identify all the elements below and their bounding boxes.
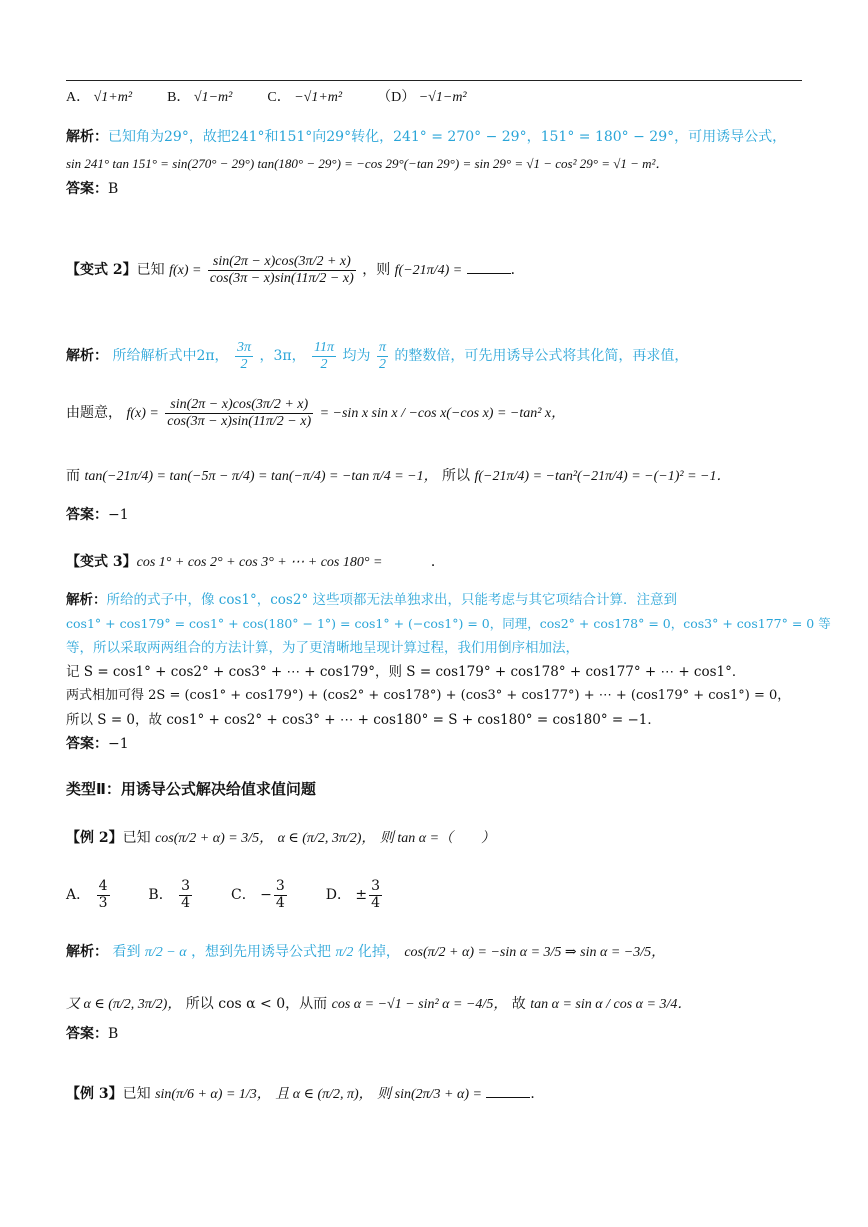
question-end: ． <box>510 262 525 278</box>
example-2-options: A． $\frac{4}{3}$ B． $\frac{3}{4}$ C． − $\frac{3}{4}$ D． ± $\frac{3}{4}$ <box>66 878 381 911</box>
solution-text: cos1° + cos179° = cos1° + cos(180° − 1°) = cos1° + (−cos1°) = 0，同理，cos2° + cos178° = 0，cos3° + cos177° = 0 等 <box>66 616 831 631</box>
question-then: ，则 <box>362 262 391 278</box>
function-lhs: f(x) = <box>126 406 159 421</box>
fraction-denominator: 4 <box>371 894 381 911</box>
fraction-denominator: 2 <box>240 356 248 372</box>
solution-text: 化掉， <box>357 944 400 960</box>
option-a-value: √1+m² <box>93 90 133 105</box>
answer-1 <box>66 179 118 199</box>
tan-value: tan α = sin α / cos α = 3/4． <box>530 997 692 1012</box>
option-b-value: √1−m² <box>193 90 233 105</box>
option-c-label: C． <box>267 90 291 105</box>
fraction-denominator: 4 <box>275 894 285 911</box>
induction-formula: cos(π/2 + α) = −sin α = 3/5 ⇒ sin α = −3/5， <box>404 945 666 960</box>
solution-text: 故 <box>511 996 526 1012</box>
condition-2: α ∈ (π/2, 3π/2)， <box>277 831 376 846</box>
answer-blank <box>486 1097 530 1098</box>
fraction-numerator: 4 <box>98 878 108 895</box>
option-c-value: −√1+m² <box>294 90 343 105</box>
option-a-label: A． <box>66 90 91 105</box>
condition-1: cos(π/2 + α) = 3/5， <box>155 831 274 846</box>
section-title: 类型Ⅱ：用诱导公式解决给值求值问题 <box>66 780 316 798</box>
section-heading <box>66 779 316 799</box>
option-b-fraction <box>179 879 192 911</box>
variant-3-question <box>66 552 445 573</box>
solution-text: 看到 <box>112 944 141 960</box>
fraction-denominator: cos(3π − x)sin(11π/2 − x) <box>167 413 312 429</box>
question-end: ． <box>530 1086 545 1102</box>
solution-2-line-3 <box>66 466 730 487</box>
answer-4 <box>66 1024 118 1044</box>
fraction-numerator: sin(2π − x)cos(3π/2 + x) <box>165 397 313 413</box>
solution-2-line-1 <box>66 336 688 378</box>
answer-blank <box>467 273 511 274</box>
fraction-denominator: 3 <box>98 894 108 911</box>
question-prefix: 已知 <box>136 262 165 278</box>
pi-half-minus-alpha: π/2 − α <box>144 945 187 960</box>
fraction-denominator: 2 <box>320 356 328 372</box>
answer-label: 答案： <box>66 181 108 197</box>
solution-3-line-6 <box>66 710 661 730</box>
solution-formula: sin 241° tan 151° = sin(270° − 29°) tan(180° − 29°) = −cos 29°(−tan 29°) = sin 29° = √1 − cos² 29° = √1 − m²． <box>66 156 669 171</box>
fraction-numerator: 3 <box>275 878 285 895</box>
answer-value: B <box>108 1026 119 1042</box>
fraction-numerator: π <box>378 340 386 356</box>
option-c-label: C． <box>230 887 256 903</box>
variant-tag: 【变式 3】 <box>66 554 137 570</box>
option-d-fraction <box>369 879 382 911</box>
solution-label: 解析： <box>66 129 108 145</box>
answer-value: −1 <box>108 736 129 752</box>
option-b-label: B． <box>148 887 173 903</box>
solution-text: 记 S = cos1° + cos2° + cos3° + ⋯ + cos179°，则 S = cos179° + cos178° + cos177° + ⋯ + cos1°． <box>66 664 746 680</box>
example-tag: 【例 3】 <box>66 1086 123 1102</box>
solution-label: 解析： <box>66 348 108 364</box>
solution-label: 解析： <box>66 592 107 608</box>
answer-3 <box>66 734 129 754</box>
fraction-numerator: 3π <box>237 340 252 356</box>
variant-2-question <box>66 230 525 310</box>
option-c-fraction <box>274 879 287 911</box>
question-end: ． <box>430 554 445 570</box>
solution-1-formula <box>66 154 668 174</box>
variant-tag: 【变式 2】 <box>66 262 137 278</box>
function-fraction <box>208 254 356 286</box>
fraction-denominator: cos(3π − x)sin(11π/2 − x) <box>209 270 354 286</box>
fraction-numerator: 3 <box>181 878 191 895</box>
solution-text: 两式相加可得 2S = (cos1° + cos179°) + (cos2° + cos178°) + (cos3° + cos177°) + ⋯ + (cos179° + cos1°) = 0， <box>66 688 791 703</box>
solution-1-line-1 <box>66 127 786 147</box>
option-d-label: （D） <box>377 90 416 105</box>
solution-4-line-2 <box>66 984 691 1024</box>
solution-text: 所给的式子中，像 cos1°，cos2° 这些项都无法单独求出，只能考虑与其它项结合计算．注意到 <box>106 592 677 608</box>
option-d-value: −√1−m² <box>418 90 467 105</box>
option-a-label: A． <box>66 887 91 903</box>
solution-3-line-4 <box>66 662 745 682</box>
condition-2: 且 α ∈ (π/2, π)， <box>275 1087 373 1102</box>
solution-text: 而 <box>66 468 80 484</box>
answer-label: 答案： <box>66 1026 108 1042</box>
question-prefix: 已知 <box>122 1086 151 1102</box>
header-rule <box>66 80 802 81</box>
fraction-denominator: 4 <box>181 894 191 911</box>
solution-text: 所以 cos α < 0，从而 <box>185 996 328 1012</box>
solution-text: 由题意， <box>66 405 122 421</box>
solution-3-line-2 <box>66 614 831 634</box>
solution-text: 的整数倍，可先用诱导公式将其化简，再求值， <box>394 348 689 364</box>
question-ask: 则 tan α =（ ） <box>379 831 496 846</box>
question-ask: 则 sin(2π/3 + α) = <box>377 1087 482 1102</box>
answer-value: B <box>108 181 119 197</box>
option-b-label: B． <box>167 90 191 105</box>
fraction-numerator: 3 <box>371 878 381 895</box>
option-d-label: D． <box>325 887 351 903</box>
solution-3-line-3 <box>66 638 579 658</box>
solution-text: ，想到先用诱导公式把 <box>191 944 332 960</box>
option-a-fraction <box>97 879 110 911</box>
answer-2 <box>66 505 129 525</box>
tan-evaluation: tan(−21π/4) = tan(−5π − π/4) = tan(−π/4) = −tan π/4 = −1， <box>84 469 438 484</box>
solution-4-line-1 <box>66 932 665 972</box>
pi-half: π/2 <box>335 945 354 960</box>
cos-value: cos α = −√1 − sin² α = −4/5， <box>331 997 508 1012</box>
function-value: f(−21π/4) = −tan²(−21π/4) = −(−1)² = −1． <box>474 469 731 484</box>
solution-text: 等，所以采取两两组合的方法计算，为了更清晰地呈现计算过程，我们用倒序相加法， <box>66 640 579 656</box>
solution-2-line-2 <box>66 378 565 448</box>
fraction-11pi-2 <box>312 340 336 372</box>
solution-text: 均为 <box>342 348 371 364</box>
question-ask: f(−21π/4) = <box>394 263 463 278</box>
solution-text: 已知角为29°，故把241°和151°向29°转化，241° = 270° − 29°，151° = 180° − 29°，可用诱导公式， <box>108 129 787 145</box>
solution-text: 所给解析式中2π， <box>112 348 229 364</box>
example-2-question <box>66 818 495 858</box>
example-3-question <box>66 1074 544 1114</box>
fraction-numerator: 11π <box>314 340 335 356</box>
solution-3-line-5 <box>66 686 790 706</box>
question-prefix: 已知 <box>122 830 151 846</box>
example-tag: 【例 2】 <box>66 830 123 846</box>
solution-text: 所以 <box>442 468 471 484</box>
function-fraction <box>165 397 313 429</box>
answer-label: 答案： <box>66 736 108 752</box>
answer-label: 答案： <box>66 507 108 523</box>
simplified-expression: = −sin x sin x / −cos x(−cos x) = −tan² x， <box>319 406 566 421</box>
answer-value: −1 <box>108 507 129 523</box>
solution-3-line-1 <box>66 590 677 610</box>
condition-1: sin(π/6 + α) = 1/3， <box>155 1087 271 1102</box>
solution-text: 所以 S = 0，故 cos1° + cos2° + cos3° + ⋯ + cos180° = S + cos180° = cos180° = −1． <box>66 712 661 728</box>
answer-blank <box>387 565 431 566</box>
sum-expression: cos 1° + cos 2° + cos 3° + ⋯ + cos 180° = <box>136 555 383 570</box>
fraction-3pi-2 <box>235 340 253 372</box>
solution-text: ，3π， <box>259 348 306 364</box>
solution-label: 解析： <box>66 944 108 960</box>
fraction-numerator: sin(2π − x)cos(3π/2 + x) <box>208 254 356 270</box>
condition-range: 又 α ∈ (π/2, 3π/2)， <box>66 997 182 1012</box>
function-lhs: f(x) = <box>169 263 202 278</box>
fraction-pi-2 <box>377 340 388 372</box>
fraction-denominator: 2 <box>378 356 386 372</box>
options-row-top <box>66 88 467 108</box>
